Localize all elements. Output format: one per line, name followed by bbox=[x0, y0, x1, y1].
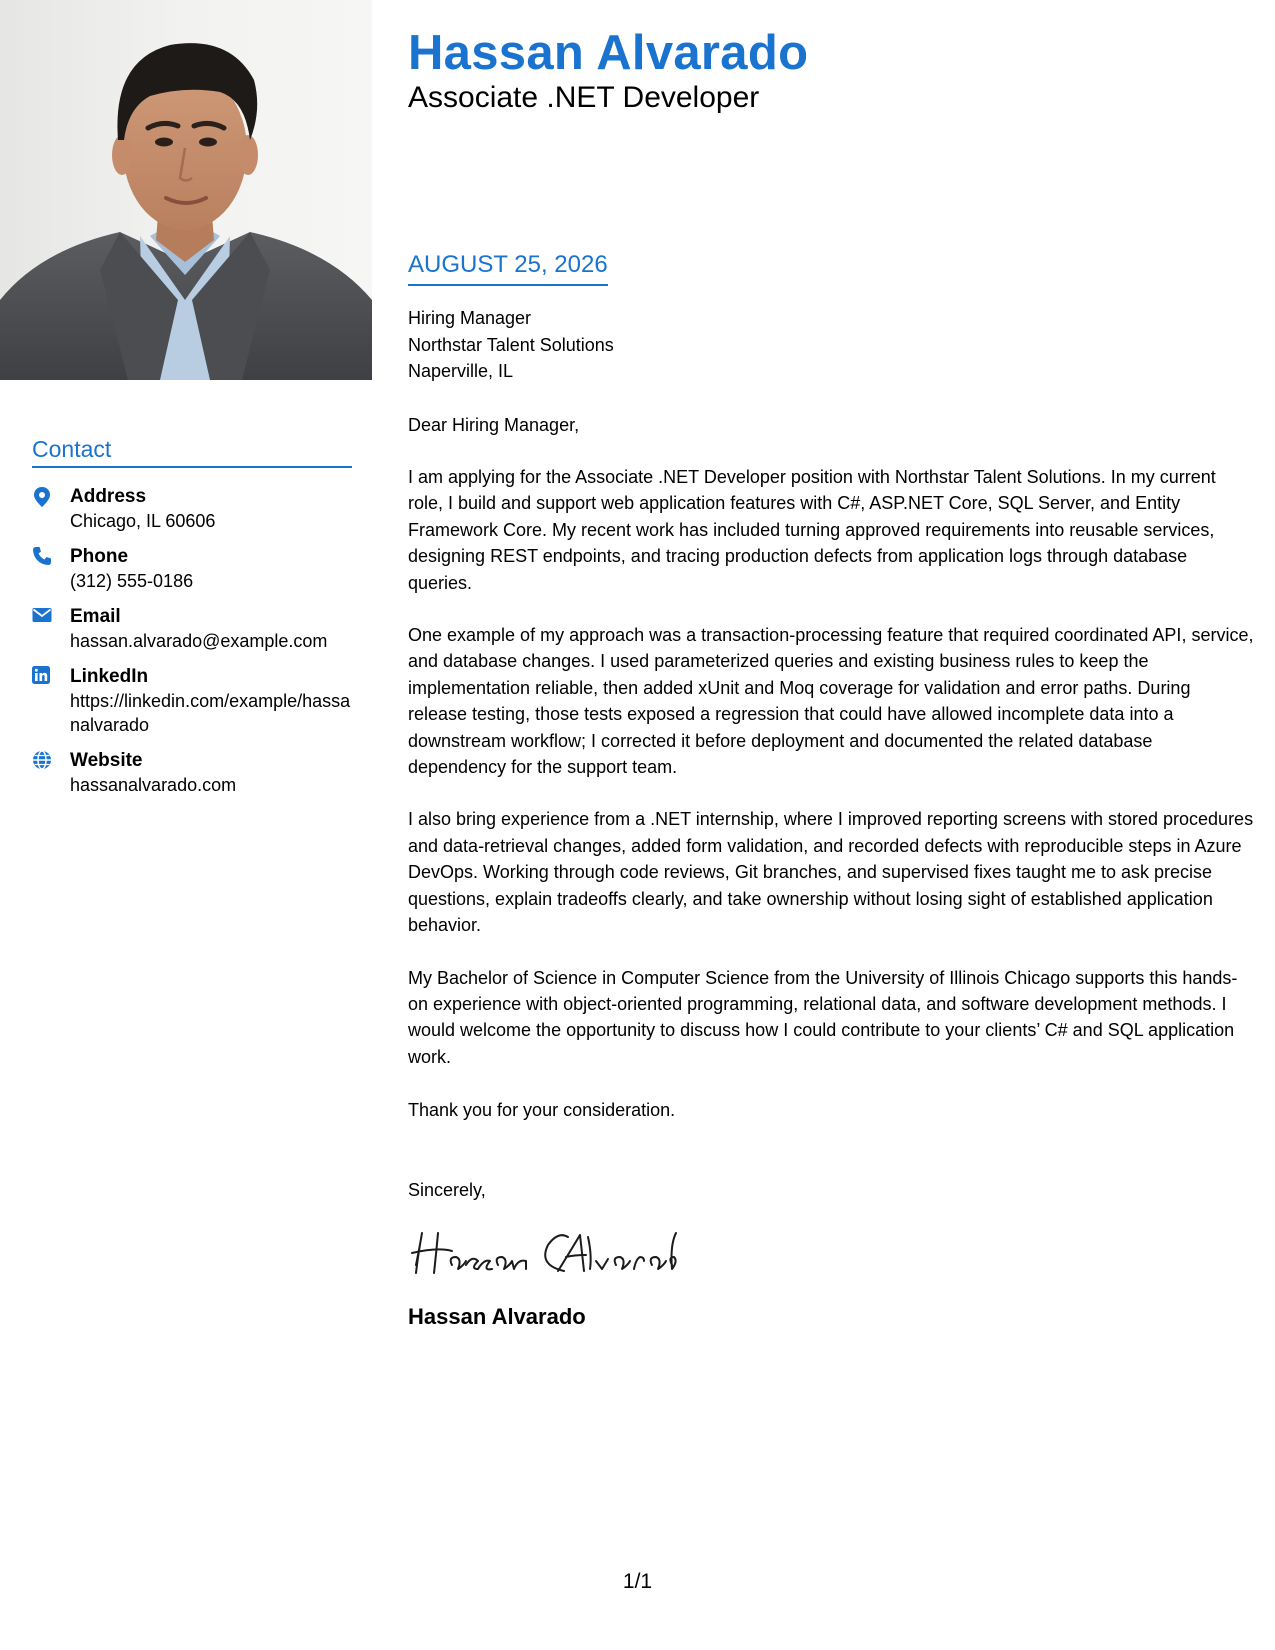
contact-label: Email bbox=[70, 606, 121, 627]
phone-value[interactable]: (312) 555-0186 bbox=[70, 571, 194, 591]
letter-date-block bbox=[408, 250, 608, 286]
letter-body bbox=[408, 250, 1254, 1331]
handwritten-signature bbox=[408, 1225, 1254, 1281]
candidate-name: Hassan Alvarado bbox=[408, 26, 809, 80]
recipient-block bbox=[408, 305, 1254, 385]
signoff: Sincerely, bbox=[408, 1179, 486, 1200]
closing-line: Thank you for your consideration. bbox=[408, 1100, 676, 1121]
contact-item-address bbox=[32, 484, 352, 533]
body-paragraph: One example of my approach was a transaction-processing feature that required coordinated API, service, and database changes. I used parameterized queries and existing business rules to keep the implementation reliable, then added xUnit and Moq coverage for validation and error paths. During release testing, those tests exposed a regression that could have allowed incomplete data into a downstream workflow; I corrected it before deployment and documented the related database dependency for the support team. bbox=[408, 625, 1254, 778]
map-pin-icon bbox=[32, 484, 70, 508]
page-number: 1/1 bbox=[622, 1570, 653, 1593]
email-icon bbox=[32, 604, 70, 624]
address-value: Chicago, IL 60606 bbox=[70, 511, 216, 531]
body-paragraph: I also bring experience from a .NET internship, where I improved reporting screens with stored procedures and data-retrieval changes, added form validation, and recorded defects with reproducible steps in Azure DevOps. Working through code reviews, Git branches, and supervised fixes taught me to ask precise questions, explain tradeoffs clearly, and take ownership without losing sight of established application behavior. bbox=[408, 809, 1254, 936]
recipient-line: Naperville, IL bbox=[408, 361, 514, 381]
globe-icon bbox=[32, 748, 70, 770]
linkedin-icon bbox=[32, 664, 70, 684]
job-title: Associate .NET Developer bbox=[408, 81, 760, 114]
body-paragraph: My Bachelor of Science in Computer Science from the University of Illinois Chicago supports this hands-on experience with object-oriented programming, relational data, and software development methods. I would welcome the opportunity to discuss how I could contribute to your clients’ C# and SQL application work. bbox=[408, 967, 1238, 1067]
header bbox=[408, 24, 808, 116]
email-link[interactable]: hassan.alvarado@example.com bbox=[70, 631, 328, 651]
signer-name: Hassan Alvarado bbox=[408, 1303, 586, 1329]
contact-label: LinkedIn bbox=[70, 666, 149, 687]
linkedin-link[interactable]: https://linkedin.com/example/hassanalvarado bbox=[70, 691, 351, 735]
contact-item-linkedin bbox=[32, 664, 352, 737]
contact-item-phone bbox=[32, 544, 352, 593]
salutation: Dear Hiring Manager, bbox=[408, 414, 580, 435]
contact-item-email bbox=[32, 604, 352, 653]
phone-icon bbox=[32, 544, 70, 566]
contact-item-website bbox=[32, 748, 352, 797]
website-link[interactable]: hassanalvarado.com bbox=[70, 775, 237, 795]
contact-label: Phone bbox=[70, 546, 129, 567]
profile-photo bbox=[0, 0, 372, 380]
letter-date: AUGUST 25, 2026 bbox=[408, 251, 608, 278]
recipient-line: Northstar Talent Solutions bbox=[408, 334, 614, 355]
contact-section bbox=[32, 436, 352, 808]
contact-label: Website bbox=[70, 750, 143, 771]
recipient-line: Hiring Manager bbox=[408, 308, 532, 328]
contact-heading: Contact bbox=[32, 436, 352, 468]
contact-label: Address bbox=[70, 486, 147, 507]
body-paragraph: I am applying for the Associate .NET Developer position with Northstar Talent Solutions. In my current role, I build and support web application features with C#, ASP.NET Core, SQL Server, and Entity Framework Core. My recent work has included turning approved requirements into reusable services, designing REST endpoints, and tracing production defects from application logs through database queries. bbox=[408, 467, 1216, 593]
